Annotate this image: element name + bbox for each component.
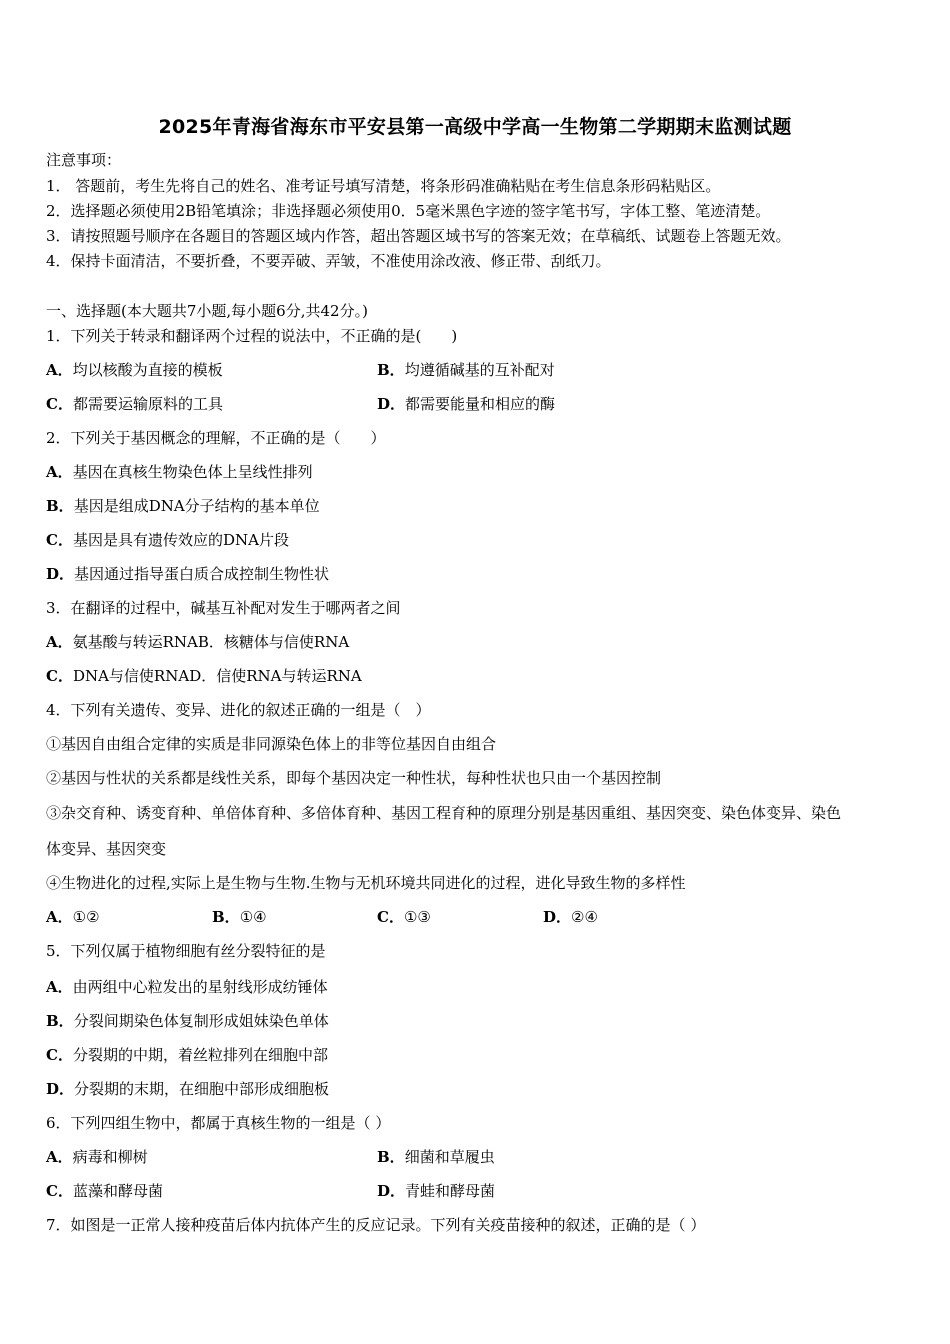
question-1-option-d: D．都需要能量和相应的酶: [377, 395, 556, 413]
question-6-option-a: A．病毒和柳树: [46, 1148, 148, 1166]
notice-item-2: 2．选择题必须使用2B铅笔填涂；非选择题必须使用0．5毫米黑色字迹的签字笔书写，字体工整、笔迹清楚。: [46, 202, 771, 220]
question-4-option-d: D．②④: [543, 908, 598, 926]
question-4-option-a: A．①②: [46, 908, 100, 926]
notice-item-3: 3．请按照题号顺序在各题目的答题区域内作答，超出答题区域书写的答案无效；在草稿纸、试题卷上答题无效。: [46, 227, 791, 245]
question-2-option-b: B．基因是组成DNA分子结构的基本单位: [46, 497, 320, 515]
question-4-option-c: C．①③: [377, 908, 431, 926]
question-4-statement-3: ③杂交育种、诱变育种、单倍体育种、多倍体育种、基因工程育种的原理分别是基因重组、基因突变、染色体变异、染色: [46, 804, 842, 822]
question-4-statement-1: ①基因自由组合定律的实质是非同源染色体上的非等位基因自由组合: [46, 735, 497, 753]
question-3-options-cd: C．DNA与信使RNAD．信使RNA与转运RNA: [46, 667, 362, 685]
question-2-option-d: D．基因通过指导蛋白质合成控制生物性状: [46, 565, 330, 583]
notice-item-1: 1． 答题前，考生先将自己的姓名、准考证号填写清楚，将条形码准确粘贴在考生信息条形码粘贴区。: [46, 177, 721, 195]
question-6-option-d: D．青蛙和酵母菌: [377, 1182, 496, 1200]
question-4-statement-3-cont: 体变异、基因突变: [46, 840, 167, 858]
question-5-stem: 5．下列仅属于植物细胞有丝分裂特征的是: [46, 942, 326, 960]
question-2-option-a: A．基因在真核生物染色体上呈线性排列: [46, 463, 313, 481]
question-3-options-ab: A．氨基酸与转运RNAB．核糖体与信使RNA: [46, 633, 350, 651]
question-5-option-d: D．分裂期的末期，在细胞中部形成细胞板: [46, 1080, 330, 1098]
question-4-option-b: B．①④: [212, 908, 267, 926]
question-7-stem: 7．如图是一正常人接种疫苗后体内抗体产生的反应记录。下列有关疫苗接种的叙述，正确的是（ ）: [46, 1216, 706, 1234]
question-2-option-c: C．基因是具有遗传效应的DNA片段: [46, 531, 289, 549]
question-1-stem: 1．下列关于转录和翻译两个过程的说法中，不正确的是( ): [46, 327, 458, 345]
question-6-stem: 6．下列四组生物中，都属于真核生物的一组是（ ）: [46, 1114, 391, 1132]
question-5-option-c: C．分裂期的中期，着丝粒排列在细胞中部: [46, 1046, 328, 1064]
notice-heading: 注意事项：: [46, 151, 122, 169]
question-6-option-c: C．蓝藻和酵母菌: [46, 1182, 163, 1200]
section-heading: 一、选择题(本大题共7小题,每小题6分,共42分。): [46, 302, 368, 320]
question-4-statement-4: ④生物进化的过程,实际上是生物与生物.生物与无机环境共同进化的过程，进化导致生物的多样性: [46, 874, 686, 892]
question-1-option-a: A．均以核酸为直接的模板: [46, 361, 223, 379]
question-1-option-b: B．均遵循碱基的互补配对: [377, 361, 555, 379]
notice-item-4: 4．保持卡面清洁，不要折叠，不要弄破、弄皱，不准使用涂改液、修正带、刮纸刀。: [46, 252, 611, 270]
question-5-option-a: A．由两组中心粒发出的星射线形成纺锤体: [46, 978, 328, 996]
question-1-option-c: C．都需要运输原料的工具: [46, 395, 223, 413]
question-3-stem: 3．在翻译的过程中，碱基互补配对发生于哪两者之间: [46, 599, 401, 617]
question-4-stem: 4．下列有关遗传、变异、进化的叙述正确的一组是（ ）: [46, 701, 431, 719]
question-6-option-b: B．细菌和草履虫: [377, 1148, 495, 1166]
question-4-statement-2: ②基因与性状的关系都是线性关系，即每个基因决定一种性状，每种性状也只由一个基因控制: [46, 769, 662, 787]
question-2-stem: 2．下列关于基因概念的理解，不正确的是（ ）: [46, 429, 386, 447]
question-5-option-b: B．分裂间期染色体复制形成姐妹染色单体: [46, 1012, 329, 1030]
page-title: 2025年青海省海东市平安县第一高级中学高一生物第二学期期末监测试题: [158, 116, 792, 138]
